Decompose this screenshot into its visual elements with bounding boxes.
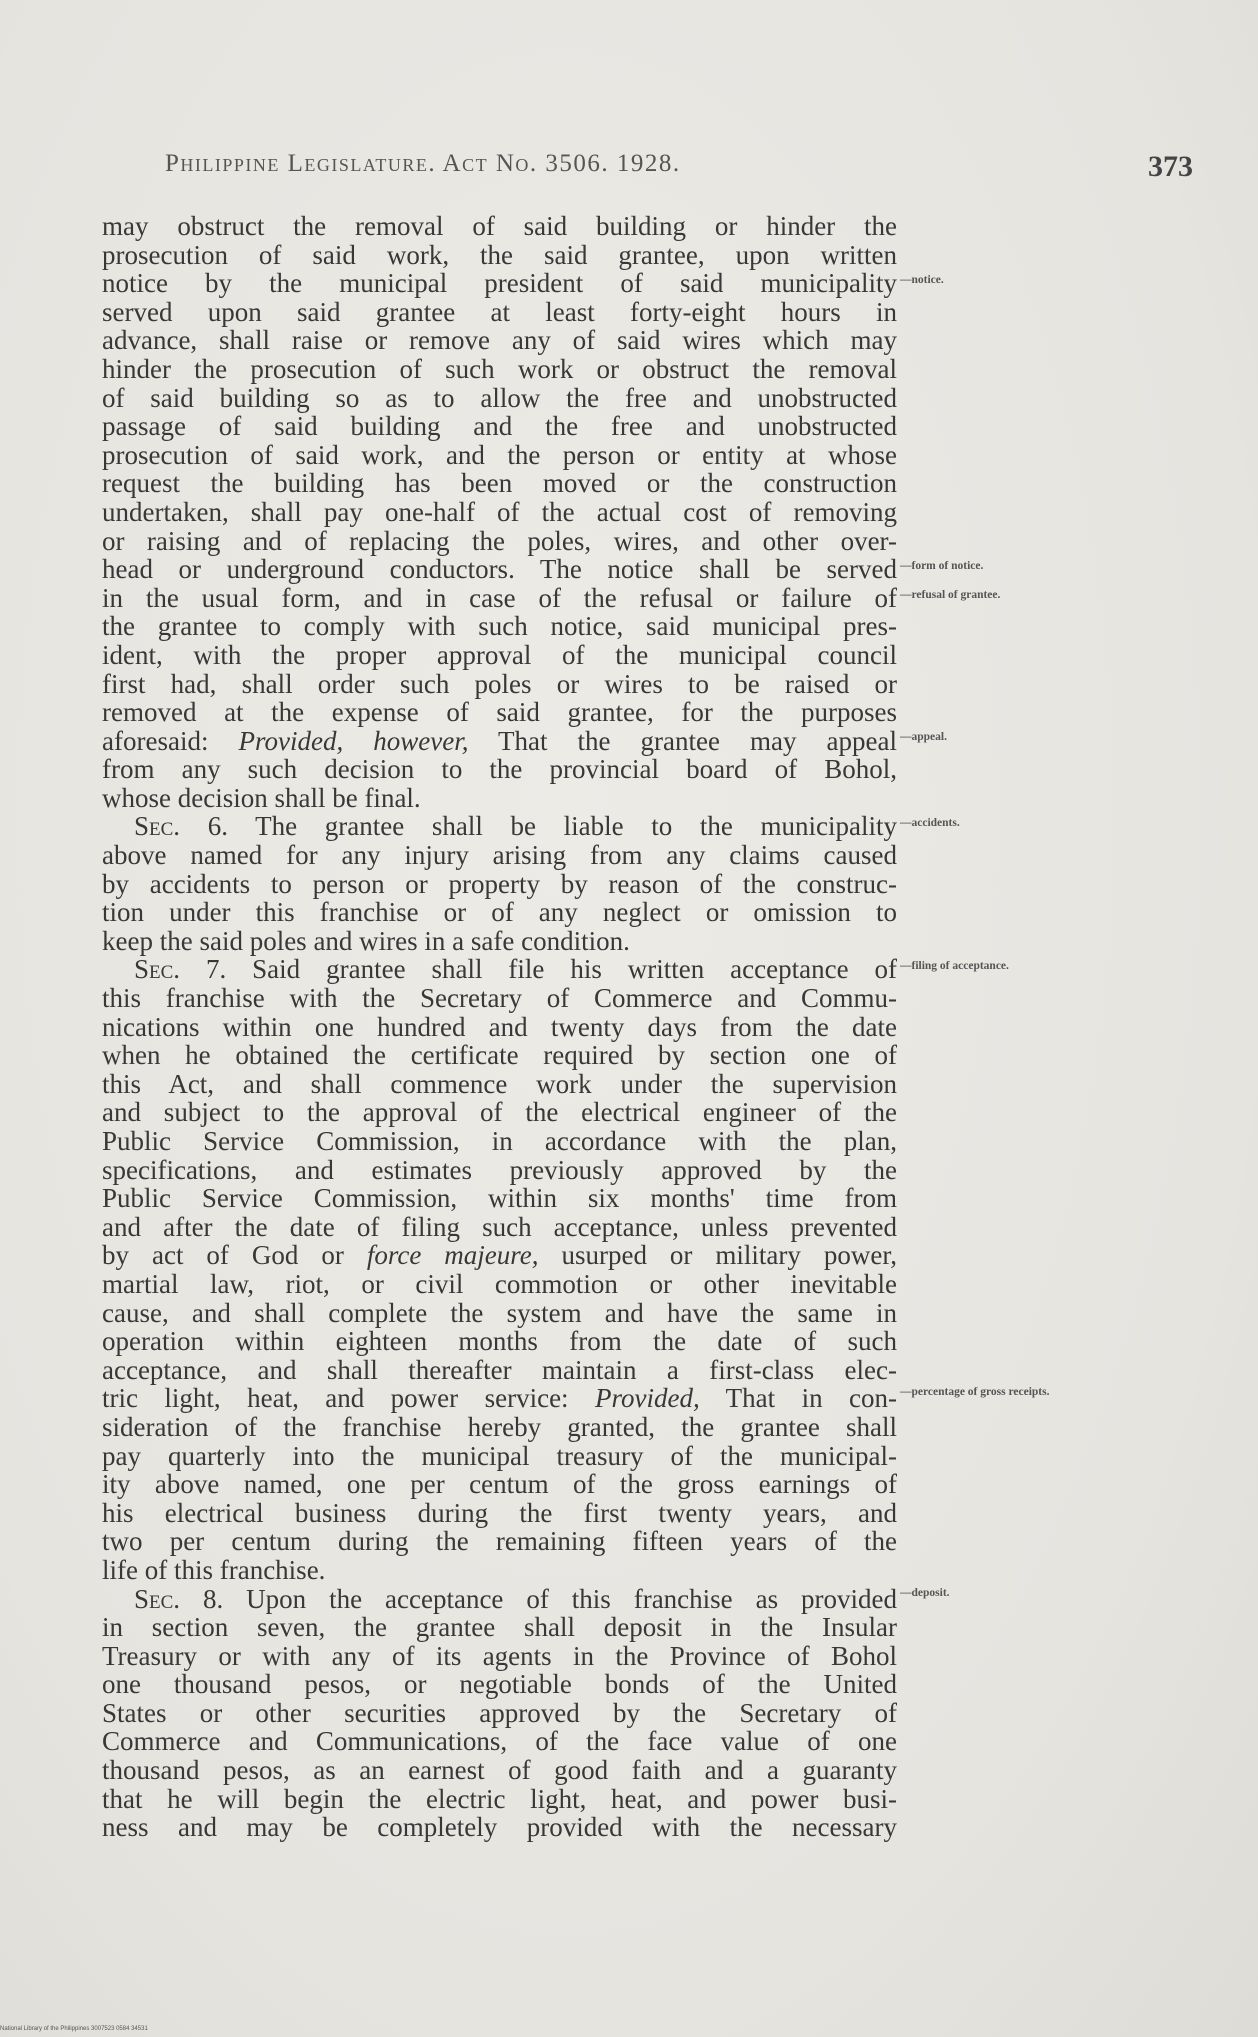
text-line: first had, shall order such poles or wires to be raised or	[102, 668, 897, 699]
text-line: that he will begin the electric light, heat, and power busi-	[102, 1783, 897, 1814]
text-line: keep the said poles and wires in a safe condition.	[102, 925, 630, 956]
text-line: head or underground conductors. The notice shall be served	[102, 554, 897, 585]
running-header: Philippine Legislature. Act No. 3506. 1928.	[165, 150, 681, 177]
section-label: Sec. 6.	[134, 811, 228, 842]
italic-proviso: Provided, however,	[238, 725, 469, 756]
text-line: undertaken, shall pay one-half of the actual cost of removing	[102, 496, 897, 527]
body-text	[102, 212, 897, 1842]
text-line: sideration of the franchise hereby granted, the grantee shall	[102, 1411, 897, 1442]
margin-note-refusal: —refusal of grantee.	[900, 589, 1001, 601]
text-run: Said grantee shall file his written acceptance of	[226, 954, 897, 985]
text-run: The grantee shall be liable to the municipality	[227, 811, 897, 842]
text-line: this franchise with the Secretary of Commerce and Commu-	[102, 983, 897, 1014]
text-line: Public Service Commission, in accordance with the plan,	[102, 1126, 897, 1156]
section-6	[102, 812, 897, 955]
text-line: in the usual form, and in case of the refusal or failure of	[102, 582, 897, 613]
text-line: and subject to the approval of the electrical engineer of the	[102, 1097, 897, 1128]
text-line: ident, with the proper approval of the municipal council	[102, 639, 897, 670]
text-run: That the grantee may appeal	[468, 725, 897, 756]
margin-note-notice: —notice.	[900, 274, 944, 286]
margin-note-filing: —filing of acceptance.	[900, 960, 1009, 972]
text-line: served upon said grantee at least forty-eight hours in	[102, 296, 897, 327]
text-run: tric light, heat, and power service:	[102, 1383, 595, 1414]
text-line: removed at the expense of said grantee, for the purposes	[102, 697, 897, 728]
text-line: or raising and of replacing the poles, wires, and other over-	[102, 525, 897, 556]
italic-force-majeure: force majeure,	[366, 1240, 539, 1271]
text-line-first	[102, 1585, 897, 1614]
text-line-first	[102, 812, 897, 841]
margin-note-form-of-notice: —form of notice.	[900, 560, 984, 572]
text-line: and after the date of filing such acceptance, unless prevented	[102, 1211, 897, 1242]
text-line: operation within eighteen months from the date of such	[102, 1326, 897, 1357]
text-line: of said building so as to allow the free and unobstructed	[102, 382, 897, 413]
text-line: by accidents to person or property by reason of the construc-	[102, 868, 897, 899]
italic-proviso: Provided,	[595, 1383, 700, 1414]
text-line: tion under this franchise or of any neglect or omission to	[102, 897, 897, 928]
text-line: when he obtained the certificate required by section one of	[102, 1040, 897, 1071]
text-line: may obstruct the removal of said building or hinder the	[102, 211, 897, 241]
margin-note-percentage: —percentage of gross receipts.	[900, 1386, 1050, 1398]
text-line: two per centum during the remaining fifteen years of the	[102, 1526, 897, 1557]
paragraph-continuation	[102, 212, 897, 812]
text-line: pay quarterly into the municipal treasury of the municipal-	[102, 1440, 897, 1471]
text-line-first	[102, 955, 897, 984]
text-run: aforesaid:	[102, 725, 239, 756]
text-line: ness and may be completely provided with the necessary	[102, 1812, 897, 1843]
section-8	[102, 1585, 897, 1842]
text-line: advance, shall raise or remove any of said wires which may	[102, 325, 897, 356]
text-line: request the building has been moved or the construction	[102, 468, 897, 499]
library-credit: National Library of the Philippines 3007523 0584 34531	[0, 2026, 148, 2032]
text-run: usurped or military power,	[538, 1240, 897, 1271]
text-line: nications within one hundred and twenty days from the date	[102, 1011, 897, 1042]
section-label: Sec. 7.	[134, 954, 227, 985]
text-run: That in con-	[699, 1383, 897, 1414]
text-line: life of this franchise.	[102, 1554, 326, 1585]
text-run: by act of God or	[102, 1240, 367, 1271]
section-7	[102, 955, 897, 1584]
text-line: from any such decision to the provincial board of Bohol,	[102, 754, 897, 785]
text-line: cause, and shall complete the system and have the same in	[102, 1297, 897, 1328]
text-run: Upon the acceptance of this franchise as provided	[223, 1583, 897, 1614]
text-line: States or other securities approved by the Secretary of	[102, 1697, 897, 1728]
text-line: ity above named, one per centum of the gross earnings of	[102, 1469, 897, 1500]
text-line: hinder the prosecution of such work or obstruct the removal	[102, 353, 897, 384]
text-line: whose decision shall be final.	[102, 782, 421, 813]
text-line: Commerce and Communications, of the face value of one	[102, 1726, 897, 1757]
text-line: above named for any injury arising from any claims caused	[102, 840, 897, 871]
text-line: passage of said building and the free and unobstructed	[102, 411, 897, 442]
text-line: his electrical business during the first twenty years, and	[102, 1497, 897, 1528]
text-line: Treasury or with any of its agents in the Province of Bohol	[102, 1640, 897, 1671]
text-line: thousand pesos, as an earnest of good faith and a guaranty	[102, 1755, 897, 1786]
text-line-force-majeure	[102, 1241, 897, 1270]
text-line: this Act, and shall commence work under the supervision	[102, 1068, 897, 1099]
text-line: acceptance, and shall thereafter maintain a first-class elec-	[102, 1354, 897, 1385]
margin-note-accidents: —accidents.	[900, 817, 960, 829]
margin-note-appeal: —appeal.	[900, 731, 947, 743]
text-line-proviso	[102, 727, 897, 756]
text-line: prosecution of said work, the said grantee, upon written	[102, 239, 897, 270]
text-line-proviso	[102, 1384, 897, 1413]
text-line: notice by the municipal president of said municipality	[102, 268, 897, 299]
page-number: 373	[1148, 150, 1193, 183]
text-line: specifications, and estimates previously approved by the	[102, 1154, 897, 1185]
text-line: the grantee to comply with such notice, said municipal pres-	[102, 611, 897, 642]
text-line: Public Service Commission, within six months' time from	[102, 1183, 897, 1214]
text-line: one thousand pesos, or negotiable bonds of the United	[102, 1669, 897, 1700]
text-line: martial law, riot, or civil commotion or other inevitable	[102, 1268, 897, 1299]
text-line: prosecution of said work, and the person or entity at whose	[102, 439, 897, 470]
section-label: Sec. 8.	[134, 1583, 224, 1614]
text-line: in section seven, the grantee shall deposit in the Insular	[102, 1612, 897, 1643]
margin-note-deposit: —deposit.	[900, 1587, 950, 1599]
